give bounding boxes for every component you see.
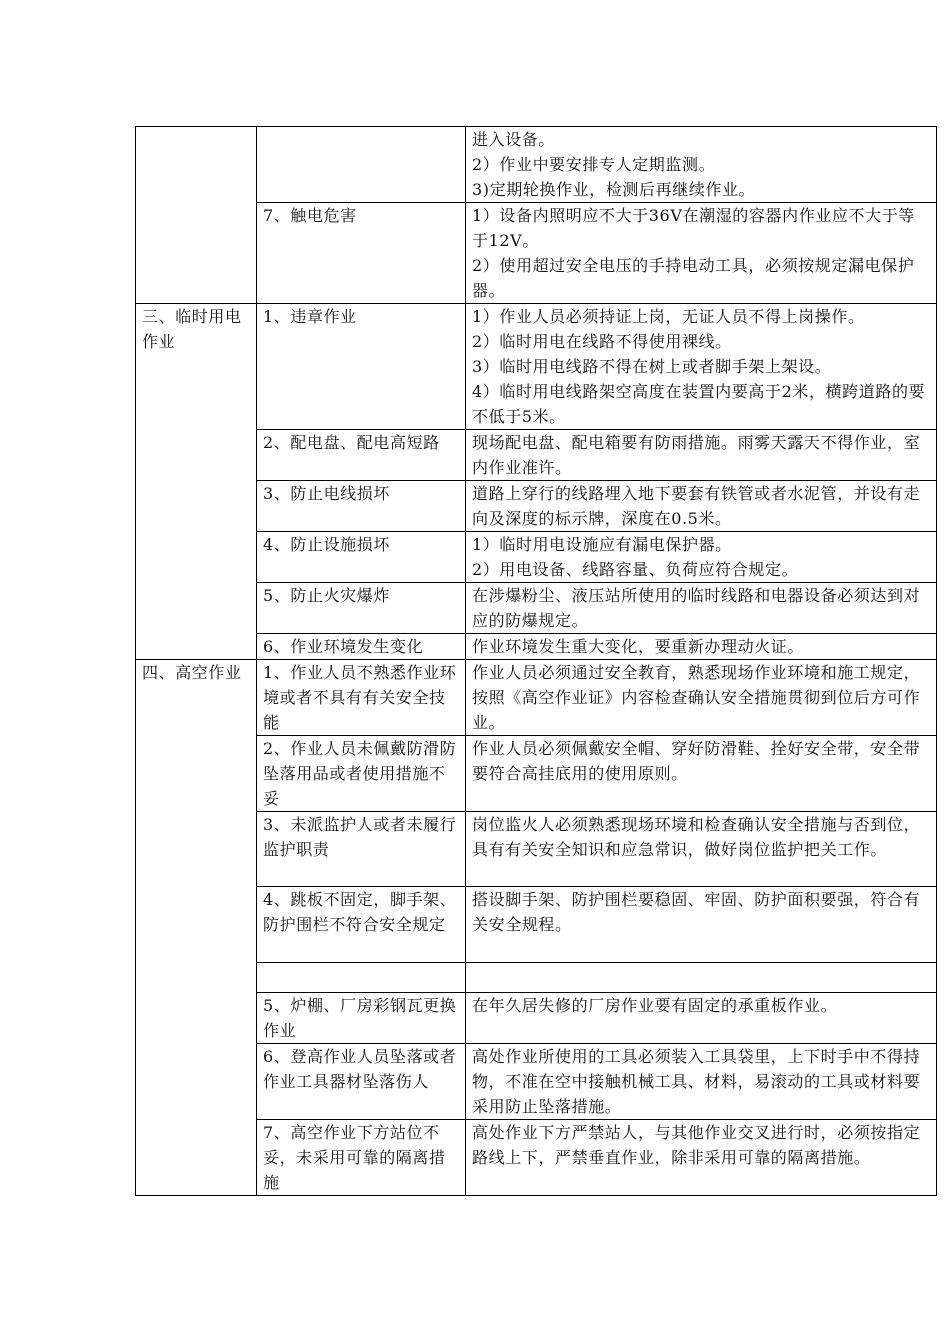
hazard-cell: 4、防止设施损坏: [257, 532, 466, 583]
table-row: [136, 304, 937, 430]
table-row: [136, 481, 937, 532]
measures-cell: 现场配电盘、配电箱要有防雨措施。雨雾天露天不得作业，室内作业准许。: [466, 430, 937, 481]
hazard-cell: 3、防止电线损坏: [257, 481, 466, 532]
hazard-cell: 7、触电危害: [257, 203, 466, 304]
safety-measures-table: [135, 126, 937, 1196]
table-row: [136, 583, 937, 634]
hazard-cell: 1、作业人员不熟悉作业环境或者不具有有关安全技能: [257, 660, 466, 736]
table-row: [136, 660, 937, 736]
category-cell-continued: [136, 127, 257, 304]
hazard-cell: 5、炉棚、厂房彩钢瓦更换作业: [257, 993, 466, 1044]
hazard-cell: 6、作业环境发生变化: [257, 634, 466, 660]
measures-cell: 在年久居失修的厂房作业要有固定的承重板作业。: [466, 993, 937, 1044]
table-row: [136, 532, 937, 583]
measures-cell: 岗位监火人必须熟悉现场环境和检查确认安全措施与否到位，具有有关安全知识和应急常识，做好岗位监护把关工作。: [466, 812, 937, 887]
measures-cell: 进入设备。 2）作业中要安排专人定期监测。 3)定期轮换作业，检测后再继续作业。: [466, 127, 937, 203]
hazard-cell: 6、登高作业人员坠落或者作业工具器材坠落伤人: [257, 1044, 466, 1120]
hazard-cell: 7、高空作业下方站位不妥，未采用可靠的隔离措施: [257, 1120, 466, 1196]
hazard-cell: 1、违章作业: [257, 304, 466, 430]
table-row: [136, 1120, 937, 1196]
hazard-cell: 5、防止火灾爆炸: [257, 583, 466, 634]
measures-cell: 作业人员必须通过安全教育，熟悉现场作业环境和施工规定，按照《高空作业证》内容检查确认安全措施贯彻到位后方可作业。: [466, 660, 937, 736]
category-cell: 四、高空作业: [136, 660, 257, 1196]
table-row: [136, 634, 937, 660]
measures-cell: 道路上穿行的线路埋入地下要套有铁管或者水泥管，并设有走向及深度的标示牌，深度在0.5米。: [466, 481, 937, 532]
hazard-cell: [257, 127, 466, 203]
hazard-cell: 3、未派监护人或者未履行监护职责: [257, 812, 466, 887]
hazard-cell: 2、配电盘、配电高短路: [257, 430, 466, 481]
category-cell: 三、临时用电作业: [136, 304, 257, 660]
measures-cell: 搭设脚手架、防护围栏要稳固、牢固、防护面积要强，符合有关安全规程。: [466, 887, 937, 963]
table-row-empty: [136, 963, 937, 993]
hazard-cell: [257, 963, 466, 993]
hazard-cell: 4、跳板不固定，脚手架、防护围栏不符合安全规定: [257, 887, 466, 963]
table-row: [136, 812, 937, 887]
measures-cell: [466, 963, 937, 993]
measures-cell: 在涉爆粉尘、液压站所使用的临时线路和电器设备必须达到对应的防爆规定。: [466, 583, 937, 634]
hazard-cell: 2、作业人员未佩戴防滑防坠落用品或者使用措施不妥: [257, 736, 466, 812]
table-row: [136, 736, 937, 812]
measures-cell: 作业人员必须佩戴安全帽、穿好防滑鞋、拴好安全带，安全带要符合高挂底用的使用原则。: [466, 736, 937, 812]
table-row: [136, 430, 937, 481]
measures-cell: 作业环境发生重大变化，要重新办理动火证。: [466, 634, 937, 660]
measures-cell: 1）设备内照明应不大于36V在潮湿的容器内作业应不大于等于12V。 2）使用超过安全电压的手持电动工具，必须按规定漏电保护器。: [466, 203, 937, 304]
measures-cell: 高处作业所使用的工具必须装入工具袋里，上下时手中不得持物，不准在空中接触机械工具、材料，易滚动的工具或材料要采用防止坠落措施。: [466, 1044, 937, 1120]
table-row: [136, 127, 937, 203]
table-row: [136, 203, 937, 304]
table-row: [136, 993, 937, 1044]
measures-cell: 高处作业下方严禁站人，与其他作业交叉进行时，必须按指定路线上下，严禁垂直作业，除非采用可靠的隔离措施。: [466, 1120, 937, 1196]
measures-cell: 1）临时用电设施应有漏电保护器。 2）用电设备、线路容量、负荷应符合规定。: [466, 532, 937, 583]
table-row: [136, 1044, 937, 1120]
table-row: [136, 887, 937, 963]
measures-cell: 1）作业人员必须持证上岗，无证人员不得上岗操作。 2）临时用电在线路不得使用裸线。 3）临时用电线路不得在树上或者脚手架上架设。 4）临时用电线路架空高度在装置内要高于2米，横跨道路的要不低于5米。: [466, 304, 937, 430]
